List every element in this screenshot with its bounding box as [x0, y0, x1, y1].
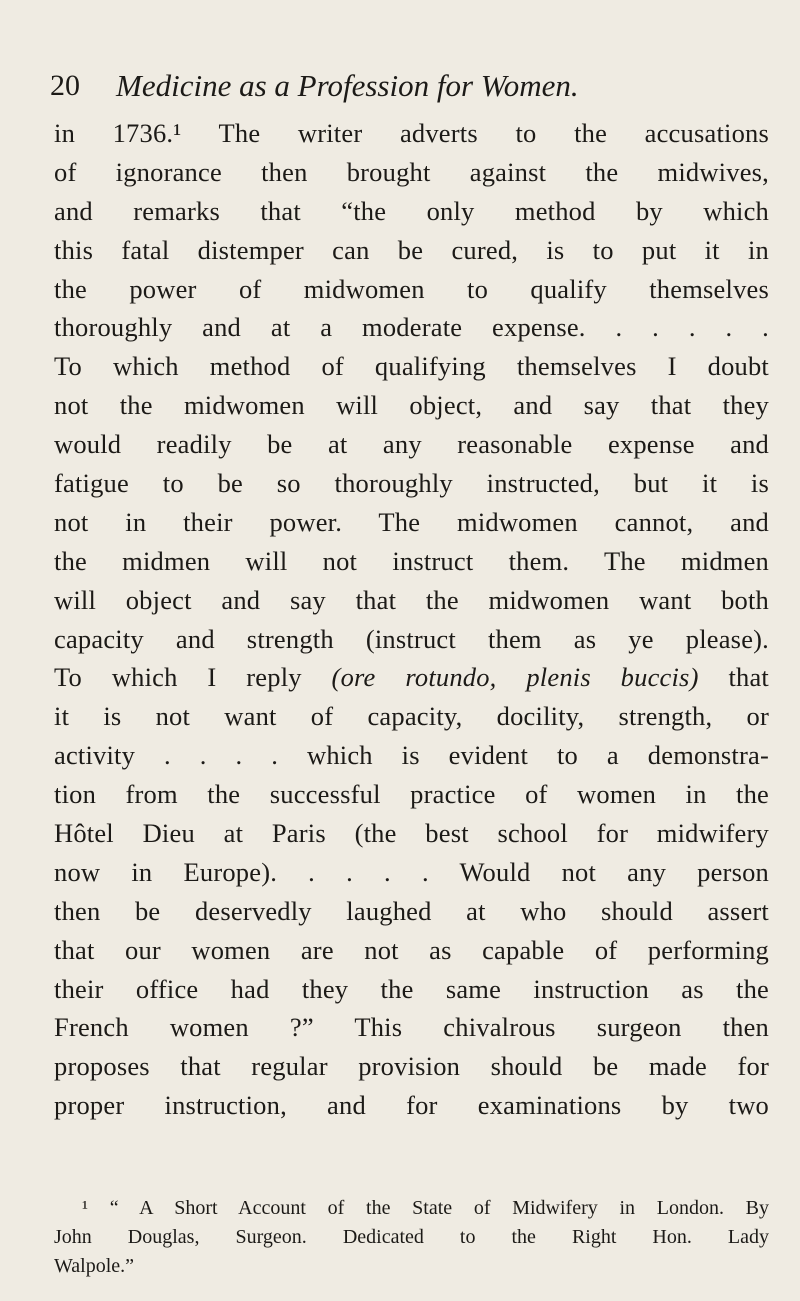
text-line: capacity and strength (instruct them as ye please). [54, 623, 769, 654]
text-line: activity . . . . which is evident to a demonstra- [54, 740, 769, 771]
text-line: tion from the successful practice of women in the [54, 779, 769, 810]
text-line: fatigue to be so thoroughly instructed, but it is [54, 468, 769, 499]
text-line: this fatal distemper can be cured, is to put it in [54, 234, 769, 265]
text-line: would readily be at any reasonable expense and [54, 429, 769, 460]
text-line: the midmen will not instruct them. The midmen [54, 545, 769, 576]
text-line: thoroughly and at a moderate expense. . . . . . [54, 312, 769, 343]
text-line: in 1736.¹ The writer adverts to the accusations [54, 118, 769, 148]
latin-phrase: (ore rotundo, plenis buccis) [331, 662, 699, 693]
footnote-line: ¹ “ A Short Account of the State of Midwifery in London. By [82, 1197, 769, 1219]
text-line: To which method of qualifying themselves I doubt [54, 351, 769, 382]
text-line: now in Europe). . . . . Would not any person [54, 856, 769, 887]
text-line: Hôtel Dieu at Paris (the best school for midwifery [54, 818, 769, 849]
text-line: their office had they the same instruction as the [54, 973, 769, 1004]
running-title: Medicine as a Profession for Women. [116, 68, 579, 103]
page-number: 20 [50, 69, 80, 102]
text-line: it is not want of capacity, docility, strength, or [54, 701, 769, 732]
text-line: proposes that regular provision should be made for [54, 1051, 769, 1082]
text-line: proper instruction, and for examinations by two [54, 1090, 769, 1121]
text-line: the power of midwomen to qualify themselves [54, 273, 769, 304]
footnote [54, 1194, 769, 1281]
footnote-line: Walpole.” [54, 1255, 135, 1277]
body-text [54, 114, 769, 1125]
text-line: of ignorance then brought against the midwives, [54, 156, 769, 187]
text-line: not the midwomen will object, and say that they [54, 390, 769, 421]
footnote-line: John Douglas, Surgeon. Dedicated to the Right Hon. Lady [54, 1226, 769, 1248]
text-line: will object and say that the midwomen want both [54, 584, 769, 615]
text-line: French women ?” This chivalrous surgeon then [54, 1012, 769, 1043]
running-head [50, 66, 770, 116]
text-line: that our women are not as capable of performing [54, 934, 769, 965]
text-line: not in their power. The midwomen cannot, and [54, 506, 769, 537]
text-line: and remarks that “the only method by which [54, 195, 769, 226]
text-line: To which I reply (ore rotundo, plenis buccis) that [54, 662, 769, 693]
text-line: then be deservedly laughed at who should assert [54, 895, 769, 926]
